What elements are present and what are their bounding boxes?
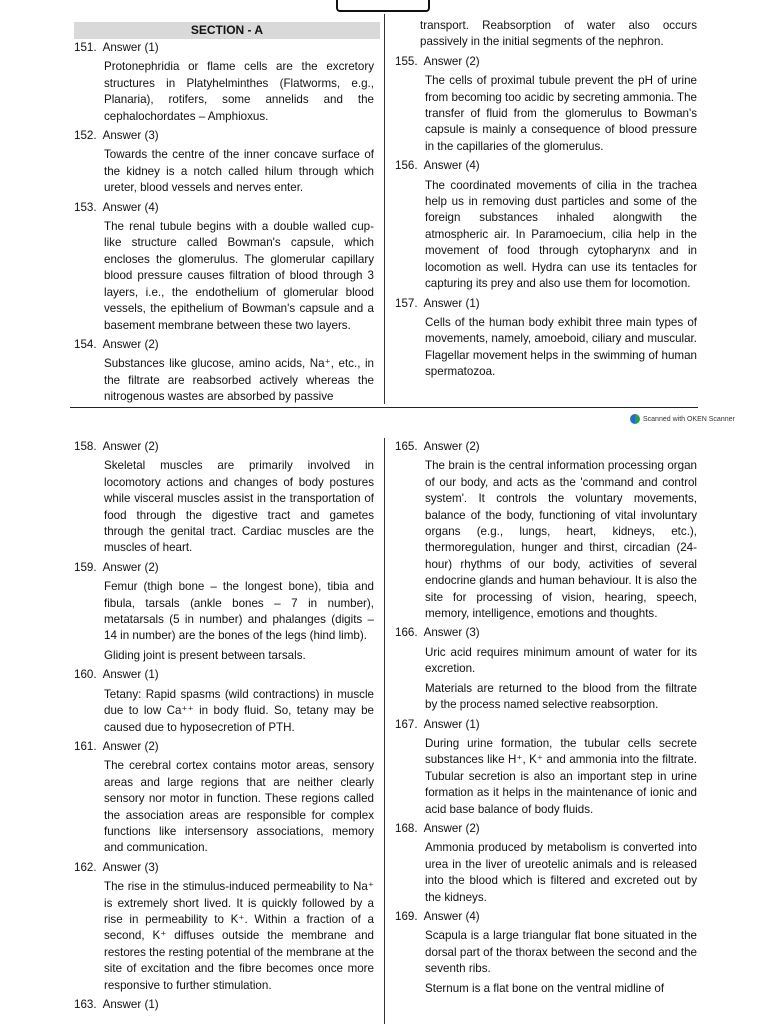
- answer-item: [395, 439, 697, 622]
- answer-item: [395, 909, 697, 997]
- continued-text: transport. Reabsorption of water also occurs passively in the initial segments of the nephron.: [420, 19, 697, 49]
- section-heading: SECTION - A: [74, 22, 380, 39]
- bottom-page: [0, 436, 768, 1024]
- question-number: 153.: [74, 200, 97, 214]
- answer-explanation: Gliding joint is present between tarsals.: [104, 648, 306, 662]
- answer-item: [74, 860, 374, 994]
- answer-item: [395, 821, 697, 906]
- answer-heading: [74, 997, 374, 1013]
- question-number: 158.: [74, 440, 97, 453]
- question-number: 167.: [395, 717, 418, 731]
- answer-item: [74, 337, 374, 406]
- answer-explanation: Scapula is a large triangular flat bone situated in the dorsal part of the thorax between the second and the seventh ribs.: [425, 929, 697, 976]
- top-right-column: [395, 18, 697, 384]
- top-page: [0, 0, 768, 412]
- answer-label: Answer (2): [100, 337, 159, 351]
- answer-item: [395, 296, 697, 381]
- answer-label: Answer (2): [421, 440, 480, 453]
- page-bottom-rule: [70, 407, 698, 408]
- answer-heading: [74, 860, 374, 876]
- scanner-watermark: [630, 414, 735, 424]
- paper-code-box: [336, 0, 430, 12]
- answer-explanation: Towards the centre of the inner concave surface of the kidney is a notch called hilum through which ureter, blood vessels and nerves enter.: [104, 148, 374, 195]
- answer-explanation: Uric acid requires minimum amount of water for its excretion.: [425, 645, 697, 676]
- question-number: 162.: [74, 860, 97, 874]
- answer-label: Answer (1): [100, 998, 159, 1011]
- scanner-label: Scanned with OKEN Scanner: [643, 415, 735, 423]
- answer-explanation: Materials are returned to the blood from the filtrate by the process named selective reabsorption.: [425, 681, 697, 712]
- column-divider: [384, 14, 385, 404]
- answer-label: Answer (3): [100, 129, 159, 143]
- question-number: 159.: [74, 560, 97, 574]
- bottom-left-answers: [74, 439, 374, 1013]
- answer-label: Answer (1): [421, 717, 480, 731]
- answer-heading: [395, 296, 697, 312]
- answer-explanation: Skeletal muscles are primarily involved in locomotory actions and changes of body postures while visceral muscles assist in the transportation of food through the digestive tract and gametes through the genital tract. Cardiac muscles are the muscles of heart.: [104, 459, 374, 555]
- answer-explanation: Femur (thigh bone – the longest bone), tibia and fibula, tarsals (ankle bones – 7 in number), metatarsals (5 in number) and phalanges (digits – 14 in number) are the bones of the legs (hind limb).: [104, 580, 374, 643]
- answer-label: Answer (3): [421, 626, 480, 640]
- answer-item: [395, 54, 697, 155]
- answer-item: [395, 158, 697, 292]
- answer-item: [74, 439, 374, 557]
- answer-heading: [395, 625, 697, 641]
- answer-heading: [74, 560, 374, 576]
- question-number: 156.: [395, 159, 418, 173]
- answer-item: [74, 200, 374, 334]
- top-left-answers: [74, 40, 374, 406]
- answer-heading: [395, 717, 697, 733]
- answer-item: [74, 667, 374, 736]
- answer-heading: [395, 158, 697, 174]
- answer-heading: [395, 439, 697, 455]
- question-number: 155.: [395, 54, 418, 68]
- bottom-left-column: [74, 438, 374, 1013]
- answer-item: [74, 560, 374, 664]
- top-right-answers: [395, 54, 697, 381]
- answer-label: Answer (2): [100, 739, 159, 753]
- column-divider: [384, 438, 385, 1024]
- question-number: 161.: [74, 739, 97, 753]
- answer-heading: [74, 200, 374, 216]
- answer-explanation: The brain is the central information processing organ of our body, and acts as the 'command and control system'. It controls the voluntary movements, balance of the body, functioning of vital involuntary organs (e.g., lungs, heart, kidneys, etc.), thermoregulation, hunger and thirst, circadian (24-hour) rhythms of our body, activities of several endocrine glands and human behaviour. It is also the site for processing of vision, hearing, speech, memory, intelligence, emotions and thoughts.: [425, 459, 697, 621]
- answer-label: Answer (2): [100, 440, 159, 453]
- answer-explanation: The coordinated movements of cilia in the trachea help us in removing dust particles and some of the foreign substances inhaled alongwith the atmospheric air. In Paramoecium, cilia help in the movement of food through cytopharynx and in locomotion as well. Hydra can use its tentacles for capturing its prey and also use them for locomotion.: [425, 178, 697, 291]
- answer-explanation: During urine formation, the tubular cells secrete substances like H⁺, K⁺ and ammonia into the filtrate. Tubular secretion is also an important step in urine formation as it helps in the maintenance of ionic and acid base balance of body fluids.: [425, 736, 697, 816]
- answer-label: Answer (1): [421, 296, 480, 310]
- answer-label: Answer (1): [100, 668, 159, 682]
- answer-heading: [74, 40, 374, 56]
- answer-label: Answer (4): [421, 909, 480, 923]
- answer-label: Answer (4): [100, 200, 159, 214]
- answer-explanation: Protonephridia or flame cells are the excretory structures in Platyhelminthes (Flatworms, e.g., Planaria), rotifers, some annelids and the cephalochordates – Amphioxus.: [104, 60, 374, 123]
- top-left-column: [74, 22, 374, 409]
- bottom-right-answers: [395, 439, 697, 997]
- bottom-right-column: [395, 438, 697, 1000]
- answer-explanation: The cells of proximal tubule prevent the pH of urine from becoming too acidic by secreting ammonia. The transfer of fluid from the glomerulus to Bowman's capsule is mainly a consequence of blood pressure in the capillaries of the glomerulus.: [425, 74, 697, 153]
- question-number: 152.: [74, 129, 97, 143]
- answer-heading: [74, 739, 374, 755]
- answer-explanation: Sternum is a flat bone on the ventral midline of: [425, 981, 665, 995]
- question-number: 169.: [395, 909, 418, 923]
- answer-label: Answer (2): [421, 54, 480, 68]
- answer-explanation: The rise in the stimulus-induced permeability to Na⁺ is extremely short lived. It is quickly followed by a rise in permeability to K⁺. Within a fraction of a second, K⁺ diffuses outside the membrane and restores the resting potential of the membrane at the site of excitation and the fibre becomes once more responsive to further stimulation.: [104, 880, 374, 992]
- answer-item: [395, 625, 697, 713]
- answer-heading: [74, 667, 374, 683]
- answer-explanation: The renal tubule begins with a double walled cup-like structure called Bowman's capsule, which encloses the glomerulus. The glomerular capillary blood pressure causes filtration of blood through 3 layers, i.e., the endothelium of glomerular blood vessels, the epithelium of Bowman's capsule and a basement membrane between these two layers.: [104, 220, 374, 332]
- answer-explanation: Ammonia produced by metabolism is converted into urea in the liver of ureotelic animals and is released into the blood which is filtered and excreted out by the kidneys.: [425, 841, 697, 904]
- answer-label: Answer (2): [100, 560, 159, 574]
- question-number: 168.: [395, 821, 418, 835]
- answer-heading: [395, 909, 697, 925]
- question-number: 166.: [395, 626, 418, 640]
- scanner-logo-icon: [630, 414, 640, 424]
- answer-label: Answer (3): [100, 860, 159, 874]
- answer-label: Answer (1): [100, 41, 159, 54]
- question-number: 163.: [74, 998, 97, 1011]
- answer-heading: [74, 128, 374, 144]
- answer-item: [74, 997, 374, 1013]
- answer-item: [74, 128, 374, 197]
- question-number: 165.: [395, 440, 418, 453]
- answer-explanation: Tetany: Rapid spasms (wild contractions) in muscle due to low Ca⁺⁺ in body fluid. So, tetany may be caused due to hyposecretion of PTH.: [104, 687, 374, 734]
- answer-explanation: The cerebral cortex contains motor areas, sensory areas and large regions that are neither clearly sensory nor motor in function. These regions called the association areas are responsible for complex functions like intersensory associations, memory and communication.: [104, 759, 374, 855]
- answer-item: [395, 717, 697, 818]
- answer-heading: [74, 439, 374, 455]
- question-number: 151.: [74, 41, 97, 54]
- answer-heading: [395, 821, 697, 837]
- answer-label: Answer (2): [421, 821, 480, 835]
- question-number: 154.: [74, 337, 97, 351]
- answer-explanation: Cells of the human body exhibit three main types of movements, namely, amoeboid, ciliary and muscular. Flagellar movement helps in the swimming of human spermatozoa.: [425, 315, 697, 379]
- answer-item: [74, 40, 374, 125]
- answer-item: [74, 739, 374, 857]
- question-number: 157.: [395, 296, 418, 310]
- answer-heading: [74, 337, 374, 353]
- answer-explanation: Substances like glucose, amino acids, Na⁺, etc., in the filtrate are reabsorbed actively whereas the nitrogenous wastes are absorbed by passive: [104, 357, 374, 404]
- answer-heading: [395, 54, 697, 70]
- answer-label: Answer (4): [421, 159, 480, 173]
- question-number: 160.: [74, 668, 97, 682]
